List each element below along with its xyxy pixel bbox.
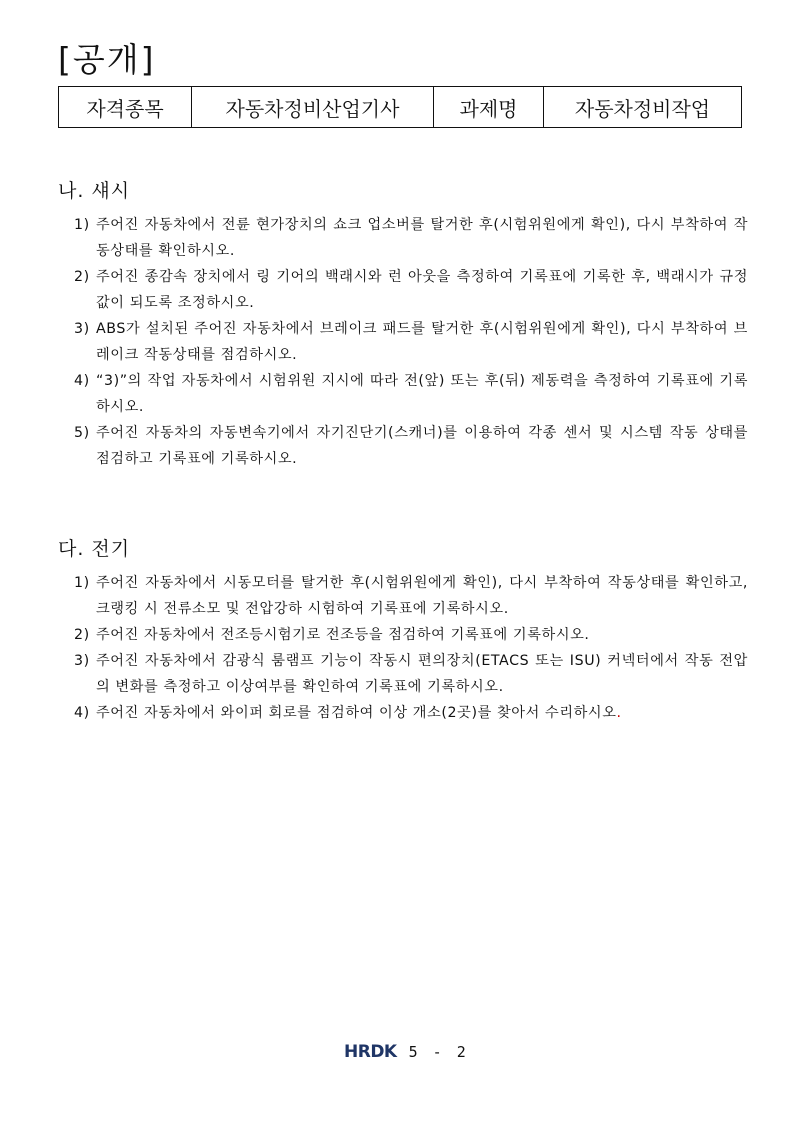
item-text: ABS가 설치된 주어진 자동차에서 브레이크 패드를 탈거한 후(시험위원에게 확인), 다시 부착하여 브레이크 작동상태를 점검하시오. [96,321,748,363]
section-title: 나. 섀시 [58,180,131,202]
section-chassis [58,178,748,472]
item-text: 주어진 자동차에서 와이퍼 회로를 점검하여 이상 개소(2곳)를 찾아서 수리하시오 [96,705,617,721]
list-item [58,264,748,316]
item-text: 주어진 자동차에서 시동모터를 탈거한 후(시험위원에게 확인), 다시 부착하여 작동상태를 확인하고, 크랭킹 시 전류소모 및 전압강하 시험하여 기록표에 기록하시오. [96,575,748,617]
item-number: 3) [74,321,90,337]
trailing-period: . [616,705,622,721]
info-table-row [59,87,742,128]
item-text: 주어진 자동차에서 감광식 룸램프 기능이 작동시 편의장치(ETACS 또는 ISU) 커넥터에서 작동 전압의 변화를 측정하고 이상여부를 확인하여 기록표에 기록하시오. [96,653,748,695]
item-number: 2) [74,627,90,643]
item-text: 주어진 종감속 장치에서 링 기어의 백래시와 런 아웃을 측정하여 기록표에 기록한 후, 백래시가 규정값이 되도록 조정하시오. [96,269,748,311]
item-text: 주어진 자동차에서 전조등시험기로 전조등을 점검하여 기록표에 기록하시오. [96,627,590,643]
info-table [58,86,742,128]
list-item [58,420,748,472]
item-number: 1) [74,575,90,591]
list-item [58,622,748,648]
document-classification: [공개] [58,40,156,79]
list-item [58,648,748,700]
list-item [58,316,748,368]
item-number: 4) [74,705,90,721]
qualification-label: 자격종목 [59,87,192,128]
task-label: 과제명 [434,87,544,128]
list-item [58,212,748,264]
list-item [58,368,748,420]
qualification-value: 자동차정비산업기사 [192,87,434,128]
item-number: 2) [74,269,90,285]
item-number: 3) [74,653,90,669]
item-text: “3)”의 작업 자동차에서 시험위원 지시에 따라 전(앞) 또는 후(뒤) 제동력을 측정하여 기록표에 기록하시오. [96,373,748,415]
page-footer [344,1042,469,1062]
task-value: 자동차정비작업 [544,87,742,128]
item-number: 4) [74,373,90,389]
item-text: 주어진 자동차에서 전륜 현가장치의 쇼크 업소버를 탈거한 후(시험위원에게 확인), 다시 부착하여 작동상태를 확인하시오. [96,217,748,259]
list-item [58,700,748,726]
section-electric [58,536,748,726]
item-number: 1) [74,217,90,233]
page-number: 5 - 2 [408,1043,469,1061]
list-item [58,570,748,622]
section-title: 다. 전기 [58,538,131,560]
item-text: 주어진 자동차의 자동변속기에서 자기진단기(스캐너)를 이용하여 각종 센서 및 시스템 작동 상태를 점검하고 기록표에 기록하시오. [96,425,748,467]
hrdk-logo: HRDK [344,1042,397,1062]
item-number: 5) [74,425,90,441]
